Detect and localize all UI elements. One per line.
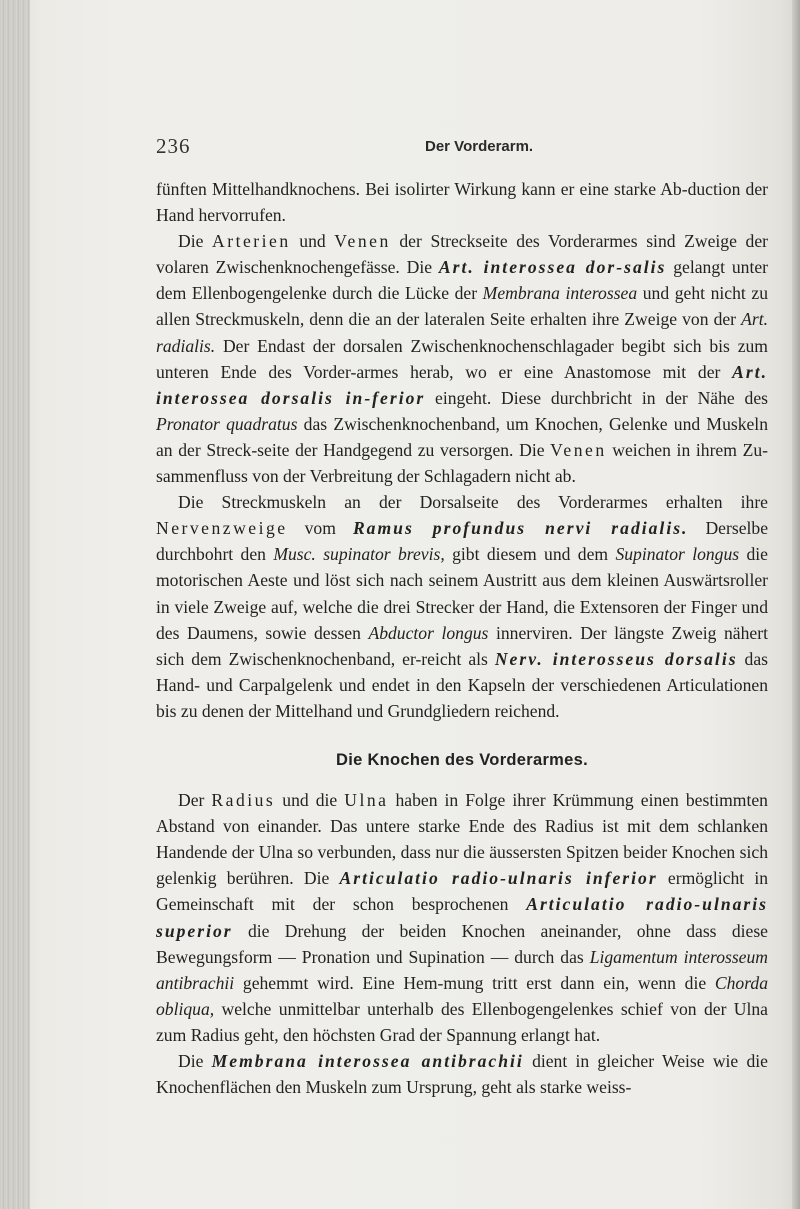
text-run: weichen in ihrem Zu-sammenfluss von der Verbreitung der Schlagadern nicht ab. [156, 439, 768, 487]
text-run: Die Streckmuskeln an der Dorsalseite des Vorderarmes erhalten ihre [178, 492, 768, 513]
text-run: und die [275, 790, 345, 811]
text-run: und geht nicht zu allen Streckmuskeln, denn die an der lateralen Seite erhalten ihre Zweige von der [156, 283, 769, 330]
latin-term: Ramus profundus nervi radialis. [352, 518, 689, 539]
page-header [156, 134, 756, 164]
text-run: innerviren. Der längste Zweig nähert sich dem Zwischenknochenband, er-reicht als [156, 622, 768, 669]
paragraph-3 [156, 489, 768, 724]
text-run: haben in Folge ihrer Krümmung einen bestimmten Abstand von einander. Das untere starke Ende des Radius ist mit dem schlanken Handende der Ulna so verbunden, dass nur die äussersten Spitzen beider Knochen sich gelenkig berühren. Die [156, 790, 768, 889]
text-run: Die [178, 1051, 212, 1071]
paragraph-4 [156, 787, 768, 1048]
paragraph-1 [156, 176, 768, 228]
text-run: eingeht. Diese durchbricht in der Nähe des [425, 387, 768, 408]
italic-term: Ligamentum interosseum antibrachii [156, 946, 768, 993]
italic-term: Membrana interossea [482, 283, 638, 304]
page-binding-edge [0, 0, 30, 1209]
italic-term: Art. radialis. [156, 309, 768, 356]
latin-term: Articulatio radio-ulnaris inferior [339, 868, 658, 889]
text-run: gelangt unter dem Ellenbogengelenke durch die Lücke der [156, 257, 769, 304]
text-run: die motorischen Aeste und löst sich nach seinem Austritt aus dem kleinen Auswärtsroller in viele Zweige auf, welche die drei Strecker der Hand, die Extensoren der Finger und des Daumens, sowie dessen [156, 544, 768, 643]
text-run: gibt diesem und dem [444, 544, 616, 565]
text-run: Derselbe durchbohrt den [156, 518, 769, 565]
latin-term: Nerv. interosseus dorsalis [494, 648, 738, 669]
spaced-term: Radius [211, 790, 276, 811]
latin-term: Articulatio radio-ulnaris superior [156, 894, 768, 941]
latin-term: Art. interossea dor-salis [438, 257, 667, 278]
italic-term: Pronator quadratus [156, 413, 298, 434]
spaced-term: Nervenzweige [156, 518, 288, 539]
italic-term: Supinator longus [615, 544, 740, 565]
page-right-edge [792, 0, 800, 1209]
text-run: vom [287, 518, 353, 539]
body-text [156, 176, 768, 1100]
text-run: ermöglicht in Gemeinschaft mit der schon besprochenen [156, 868, 769, 915]
text-run: die Drehung der beiden Knochen aneinander, ohne dass diese Bewegungsform — Pronation und Supination — durch das [156, 920, 768, 967]
text-run: Die [178, 231, 213, 252]
italic-term: Chorda obliqua, [156, 972, 768, 1019]
spaced-term: Arterien [212, 231, 291, 252]
spaced-term: Venen [334, 231, 391, 252]
spaced-term: Venen [550, 439, 607, 460]
paragraph-5 [156, 1048, 768, 1100]
text-run: Der Endast der dorsalen Zwischenknochenschlagader begibt sich bis zum unteren Ende des Vorder-armes herab, wo er eine Anastomose mit der [156, 335, 768, 382]
text-run: fünften Mittelhandknochens. Bei isolirter Wirkung kann er eine starke Ab-duction der Hand hervorrufen. [156, 179, 768, 226]
paragraph-2 [156, 228, 768, 489]
italic-term: Musc. supinator brevis, [273, 544, 445, 565]
section-title: Die Knochen des Vorderarmes. [335, 750, 588, 769]
text-run: und [290, 231, 335, 252]
latin-term: Art. interossea dorsalis in-ferior [156, 361, 768, 408]
text-run: der Streckseite des Vorderarmes sind Zweige der volaren Zwischenknochengefässe. Die [156, 231, 768, 278]
text-run: das Zwischenknochenband, um Knochen, Gelenke und Muskeln an der Streck-seite der Handgegend zu versorgen. Die [156, 413, 768, 460]
text-run: welche unmittelbar unterhalb des Ellenbogengelenkes schief von der Ulna zum Radius geht, den höchsten Grad der Spannung erlangt hat. [156, 998, 768, 1045]
text-run: gehemmt wird. Eine Hem-mung tritt erst dann ein, wenn die [234, 972, 715, 993]
italic-term: Abductor longus [368, 622, 489, 643]
text-run: das Hand- und Carpalgelenk und endet in den Kapseln der verschiedenen Articulationen bis zu denen der Mittelhand und Grundgliedern reichend. [156, 648, 768, 721]
text-run: Der [178, 790, 212, 811]
text-run: dient in gleicher Weise wie die Knochenflächen den Muskeln zum Ursprung, geht als starke weiss- [156, 1051, 768, 1098]
spaced-term: Ulna [344, 790, 389, 811]
latin-term: Membrana interossea antibrachii [211, 1051, 524, 1071]
page-number: 236 [156, 134, 191, 158]
running-title: Der Vorderarm. [425, 138, 534, 155]
